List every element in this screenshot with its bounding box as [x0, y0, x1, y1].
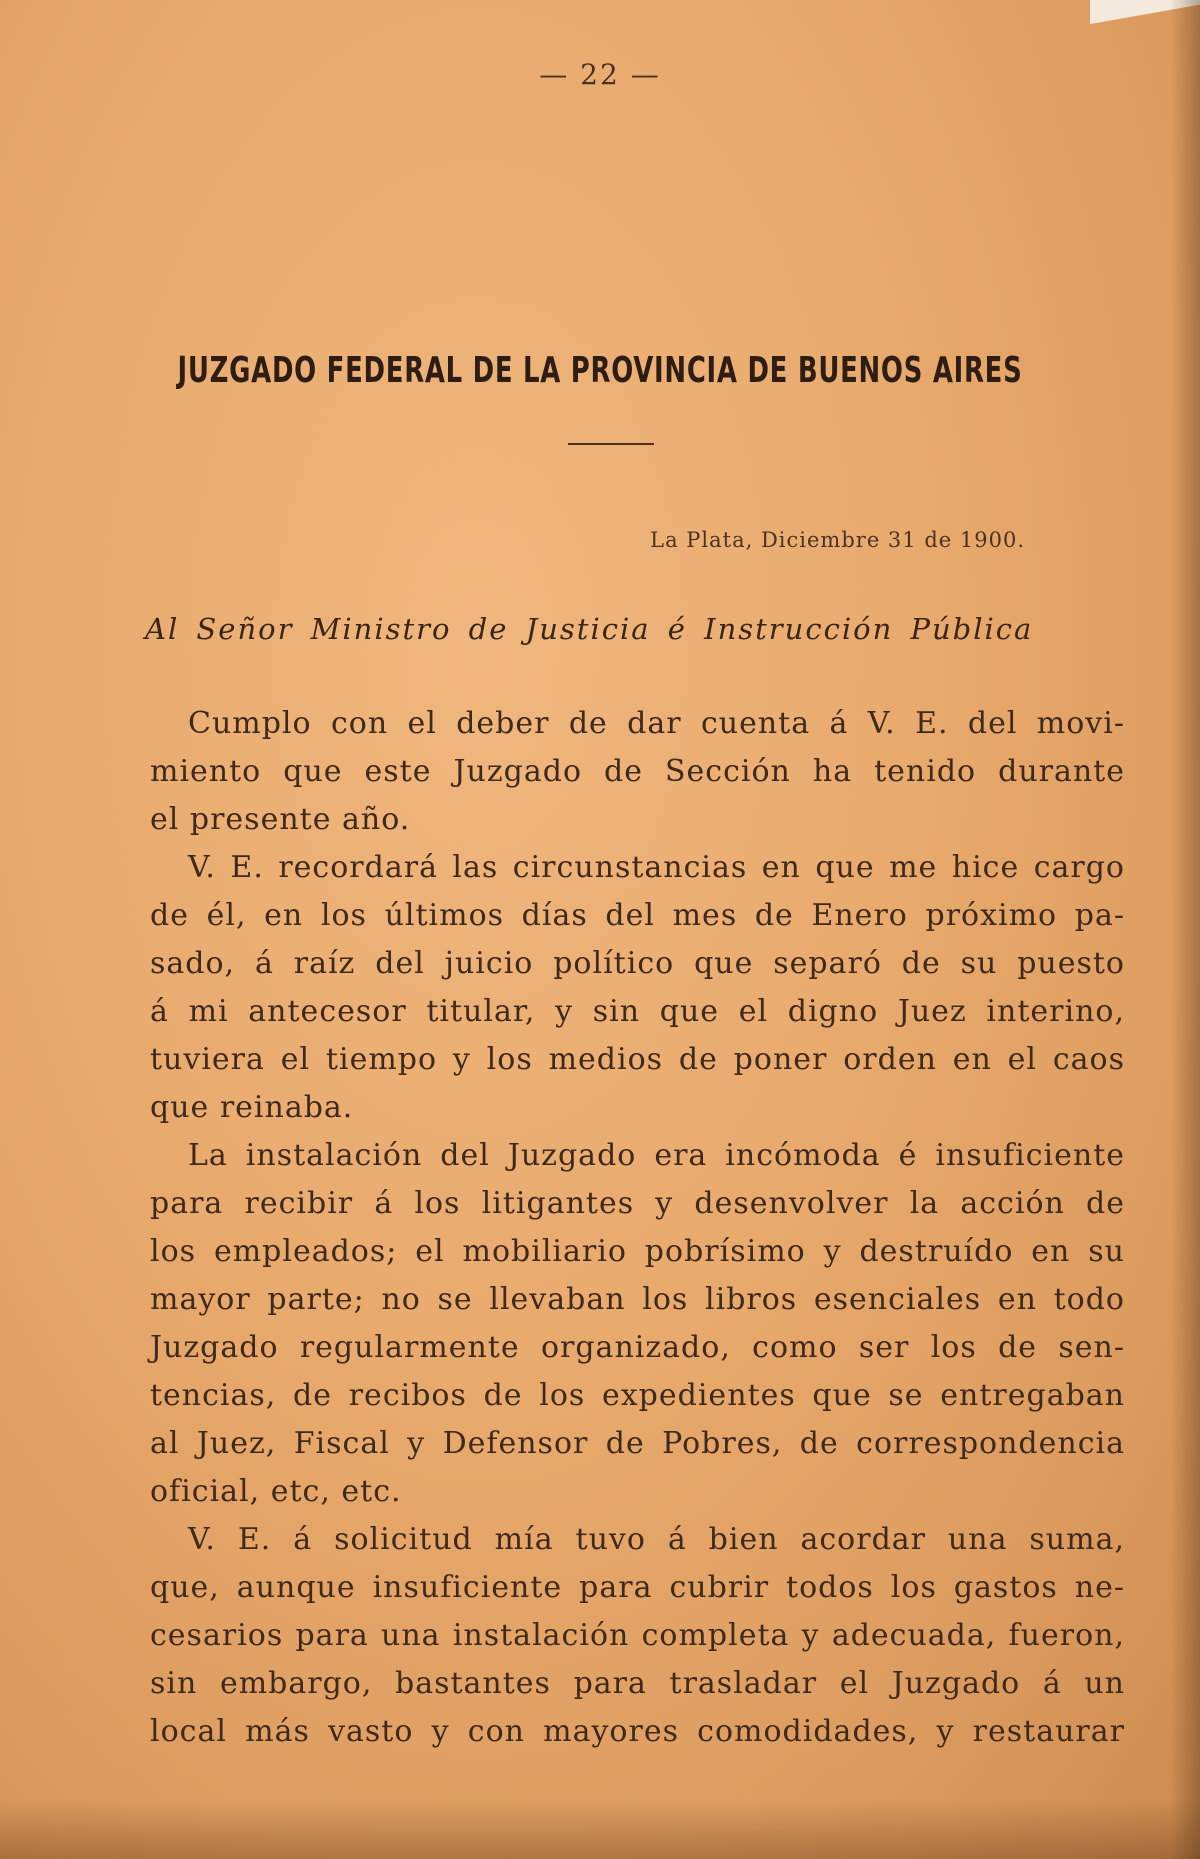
body-line: oficial, etc, etc.	[150, 1474, 402, 1509]
body-line: Juzgado regularmente organizado, como ser los de sen-	[150, 1330, 1125, 1365]
body-line: La instalación del Juzgado era incómoda é insuficiente	[188, 1138, 1125, 1173]
body-line: sado, á raíz del juicio político que separó de su puesto	[150, 946, 1125, 981]
body-line: cesarios para una instalación completa y adecuada, fueron,	[150, 1618, 1125, 1653]
page-edge-shadow	[1170, 0, 1200, 1859]
body-line: al Juez, Fiscal y Defensor de Pobres, de correspondencia	[150, 1426, 1125, 1461]
body-line: Cumplo con el deber de dar cuenta á V. E. del movi-	[188, 706, 1125, 741]
heading-divider	[568, 443, 654, 445]
body-line: que reinaba.	[150, 1090, 354, 1125]
page-number: — 22 —	[539, 58, 661, 91]
body-line: V. E. recordará las circunstancias en que me hice cargo	[188, 850, 1125, 885]
body-line: tencias, de recibos de los expedientes que se entregaban	[150, 1378, 1125, 1413]
document-heading: JUZGADO FEDERAL DE LA PROVINCIA DE BUENOS AIRES	[177, 350, 1023, 391]
body-line: á mi antecesor titular, y sin que el digno Juez interino,	[150, 994, 1125, 1029]
page-bottom-shadow	[0, 1799, 1200, 1859]
body-line: el presente año.	[150, 802, 411, 837]
body-line: que, aunque insuficiente para cubrir todos los gastos ne-	[150, 1570, 1125, 1605]
body-line: sin embargo, bastantes para trasladar el Juzgado á un	[150, 1666, 1125, 1701]
body-line: miento que este Juzgado de Sección ha tenido durante	[150, 754, 1125, 789]
body-line: V. E. á solicitud mía tuvo á bien acordar una suma,	[188, 1522, 1125, 1557]
body-text	[150, 700, 1125, 1756]
body-line: mayor parte; no se llevaban los libros esenciales en todo	[150, 1282, 1125, 1317]
body-line: tuviera el tiempo y los medios de poner orden en el caos	[150, 1042, 1125, 1077]
body-line: local más vasto y con mayores comodidades, y restaurar	[150, 1714, 1125, 1749]
salutation: Al Señor Ministro de Justicia é Instrucción Pública	[145, 612, 1034, 646]
body-line: los empleados; el mobiliario pobrísimo y destruído en su	[150, 1234, 1125, 1269]
dateline: La Plata, Diciembre 31 de 1900.	[650, 528, 1025, 552]
body-line: para recibir á los litigantes y desenvolver la acción de	[150, 1186, 1125, 1221]
body-line: de él, en los últimos días del mes de Enero próximo pa-	[150, 898, 1125, 933]
